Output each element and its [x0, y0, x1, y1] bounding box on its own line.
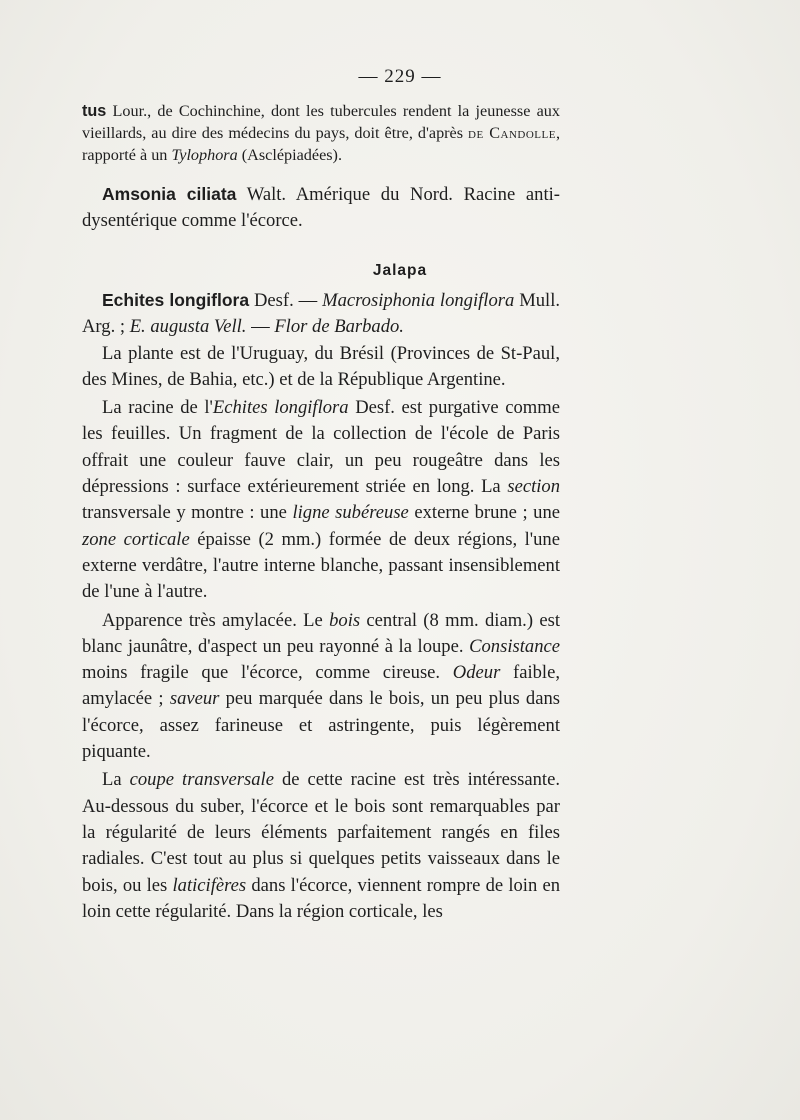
paragraph-text: moins fragile que l'écorce, comme cireuse. [82, 662, 453, 684]
term-italic: saveur [169, 688, 220, 710]
paragraph-tus [82, 100, 560, 166]
paragraph-text: — [246, 316, 275, 338]
paragraph-racine [82, 395, 560, 605]
paragraph-text: (Asclépiadées). [237, 146, 342, 164]
term-italic: section [507, 476, 560, 498]
term-italic: coupe transversale [129, 769, 274, 791]
synonym: E. augusta Vell. [129, 316, 247, 338]
term-italic: Consistance [469, 635, 560, 657]
plant-name-echites: Echites longiflora [102, 290, 250, 310]
paragraph-text: Desf. est purgative comme les feuilles. Un fragment de la collection de l'école de Paris offrait une couleur fauve clair, un peu rougeâtre dans les dépressions : surface extérieurement striée en long. La [82, 397, 560, 498]
term-italic: bois [329, 609, 361, 631]
term-italic: Odeur [452, 662, 501, 684]
page-number: — 229 — [358, 66, 442, 87]
paragraph-text: externe brune ; une [408, 502, 561, 524]
paragraph-text: Lour., de Cochinchine, dont les tubercules rendent la jeunesse aux vieillards, au dire des médecins du pays, doit être, d'après [82, 102, 560, 142]
paragraph-text: dans l'écorce, viennent rompre de loin en loin cette régularité. Dans la région corticale, les [82, 874, 561, 922]
paragraph-echites [82, 287, 560, 925]
synonym: Macrosiphonia longiflora [322, 290, 515, 311]
paragraph-text: de cette racine est très intéressante. Au-dessous du suber, l'écorce et le bois sont remarquables par la régularité de leurs éléments parfaitement rangés en files radiales. C'est tout au plus si quelques petits vaisseaux dans le bois, ou les [82, 769, 560, 896]
author-name: de Candolle [468, 124, 556, 142]
paragraph-text: La [102, 769, 130, 791]
paragraph-coupe [82, 767, 560, 925]
paragraph-text: Walt. Amérique du Nord. Racine anti-dysentérique comme l'écorce. [82, 184, 560, 232]
genus-name: Tylophora [171, 146, 238, 164]
paragraph-amsonia [82, 181, 560, 235]
section-heading: Jalapa [372, 262, 428, 279]
paragraph-text: peu marquée dans le bois, un peu plus dans l'écorce, assez farineuse et astringente, puis légèrement piquante. [82, 688, 561, 763]
paragraph-text: épaisse (2 mm.) formée de deux régions, l'une externe verdâtre, l'autre interne blanche, passant insensiblement de l'une à l'autre. [82, 528, 560, 603]
plant-name-tus: tus [82, 102, 107, 120]
plant-name-amsonia: Amsonia ciliata [102, 184, 237, 204]
paragraph-plante: La plante est de l'Uruguay, du Brésil (Provinces de St-Paul, des Mines, de Bahia, etc.) et de la République Argentine. [82, 342, 560, 390]
paragraph-text: transversale y montre : une [82, 502, 293, 524]
term-italic: laticifères [172, 874, 247, 896]
synonym: Flor de Barbado. [274, 316, 404, 338]
paragraph-text: Desf. — [249, 290, 323, 311]
paragraph-text: La racine de l' [102, 397, 213, 419]
term-italic: ligne subéreuse [292, 502, 409, 524]
paragraph-text: Mull. Arg. ; [82, 290, 561, 338]
paragraph-apparence [82, 608, 560, 766]
term-italic: zone corticale [82, 528, 190, 550]
plant-name-italic: Echites longiflora [212, 397, 349, 419]
paragraph-text: Apparence très amylacée. Le [102, 609, 330, 631]
paragraph-text: , rapporté à un [82, 124, 560, 164]
paragraph-text: faible, amylacée ; [82, 662, 561, 710]
paragraph-text: central (8 mm. diam.) est blanc jaunâtre, d'aspect un peu rayonné à la loupe. [82, 609, 560, 657]
